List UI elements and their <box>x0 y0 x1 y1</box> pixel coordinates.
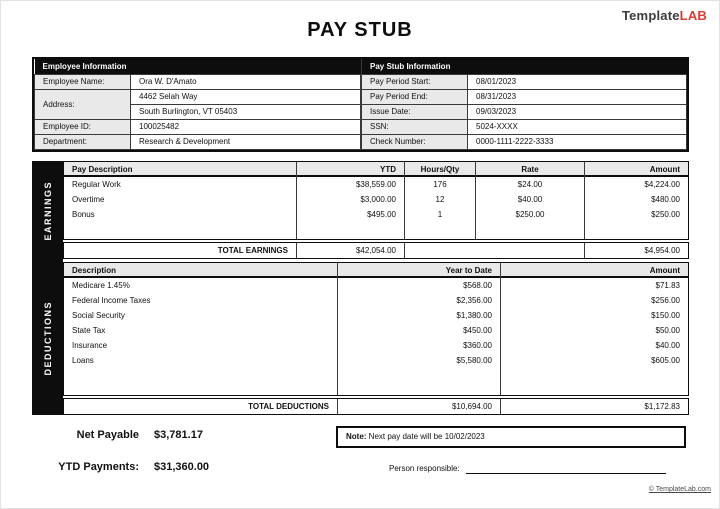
net-payable-value: $3,781.17 <box>154 429 203 441</box>
deduction-row-desc: Loans <box>72 356 94 365</box>
deductions-col-amount <box>501 263 688 395</box>
department-value: Research & Development <box>131 134 361 149</box>
earnings-header-amount: Amount <box>585 162 688 177</box>
deduction-row-amount: $256.00 <box>651 296 680 305</box>
check-number-value: 0000-1111-2222-3333 <box>468 134 687 149</box>
address-label: Address: <box>35 89 131 119</box>
earnings-deductions-block <box>32 161 689 415</box>
earnings-row-ytd: $495.00 <box>367 210 396 219</box>
earnings-side-label: EARNINGS <box>42 181 53 241</box>
page-title: PAY STUB <box>307 19 413 41</box>
person-responsible-label: Person responsible: <box>389 464 460 473</box>
copyright-link[interactable]: © TemplateLab.com <box>648 486 711 493</box>
earnings-row-desc: Bonus <box>72 210 95 219</box>
pay-period-start-label: Pay Period Start: <box>362 74 468 89</box>
earnings-row-amount: $4,224.00 <box>644 180 680 189</box>
ytd-payments-line <box>41 461 209 473</box>
earnings-header-hours: Hours/Qty <box>405 162 475 177</box>
earnings-row-ytd: $38,559.00 <box>355 180 396 189</box>
earnings-row-desc: Regular Work <box>72 180 121 189</box>
note-text: Next pay date will be 10/02/2023 <box>366 432 485 441</box>
pay-period-end-label: Pay Period End: <box>362 89 468 104</box>
total-earnings-amount: $4,954.00 <box>644 246 680 255</box>
earnings-row-hours: 1 <box>437 210 443 219</box>
deduction-row-desc: Social Security <box>72 311 125 320</box>
deductions-col-description <box>64 263 338 395</box>
earnings-header-rate: Rate <box>476 162 584 177</box>
earnings-header-ytd: YTD <box>297 162 404 177</box>
issue-date-value: 09/03/2023 <box>468 104 687 119</box>
earnings-col-description <box>64 162 297 239</box>
deduction-row-ytd: $2,356.00 <box>456 296 492 305</box>
total-deductions-amount: $1,172.83 <box>644 402 680 411</box>
address-line2: South Burlington, VT 05403 <box>131 104 361 119</box>
earnings-row-hours: 12 <box>435 195 445 204</box>
info-tables <box>32 57 689 152</box>
total-deductions-label: TOTAL DEDUCTIONS <box>64 399 338 414</box>
employee-name-value: Ora W. D'Amato <box>131 74 361 89</box>
person-responsible-line <box>389 464 666 474</box>
pay-period-end-value: 08/31/2023 <box>468 89 687 104</box>
earnings-table <box>63 161 689 240</box>
total-deductions-row <box>63 398 689 415</box>
earnings-row-rate: $24.00 <box>517 180 543 189</box>
deduction-row-amount: $150.00 <box>651 311 680 320</box>
employee-name-label: Employee Name: <box>35 74 131 89</box>
earnings-row-desc: Overtime <box>72 195 105 204</box>
earnings-col-rate <box>476 162 585 239</box>
deduction-row-amount: $50.00 <box>655 326 680 335</box>
earnings-row-rate: $250.00 <box>515 210 545 219</box>
deductions-header-ytd: Year to Date <box>338 263 500 278</box>
earnings-row-ytd: $3,000.00 <box>360 195 396 204</box>
ssn-value: 5024-XXXX <box>468 119 687 134</box>
deduction-row-desc: State Tax <box>72 326 106 335</box>
deduction-row-ytd: $450.00 <box>463 326 492 335</box>
logo-text-template: Template <box>621 8 680 23</box>
deductions-header-amount: Amount <box>501 263 688 278</box>
deduction-row-desc: Insurance <box>72 341 108 350</box>
deduction-row-ytd: $568.00 <box>463 281 492 290</box>
earnings-row-rate: $40.00 <box>517 195 543 204</box>
deduction-row-amount: $71.83 <box>655 281 680 290</box>
earnings-col-amount <box>585 162 688 239</box>
deduction-row-desc: Medicare 1.45% <box>72 281 130 290</box>
paystub-info-table <box>361 59 687 150</box>
deductions-header-description: Description <box>64 263 337 278</box>
address-line1: 4462 Selah Way <box>131 89 361 104</box>
earnings-row-hours: 176 <box>433 180 447 189</box>
deduction-row-ytd: $1,380.00 <box>456 311 492 320</box>
deduction-row-ytd: $5,580.00 <box>456 356 492 365</box>
earnings-row-amount: $250.00 <box>651 210 680 219</box>
total-earnings-row <box>63 242 689 259</box>
note-label: Note: <box>346 432 367 441</box>
total-earnings-label: TOTAL EARNINGS <box>64 243 297 258</box>
paystub-info-header: Pay Stub Information <box>362 59 687 74</box>
ssn-label: SSN: <box>362 119 468 134</box>
issue-date-label: Issue Date: <box>362 104 468 119</box>
earnings-col-ytd <box>297 162 405 239</box>
total-deductions-ytd: $10,694.00 <box>338 399 501 414</box>
net-payable-line <box>41 429 203 441</box>
pay-period-start-value: 08/01/2023 <box>468 74 687 89</box>
net-payable-label: Net Payable <box>76 429 139 441</box>
ytd-payments-value: $31,360.00 <box>154 461 210 473</box>
deduction-row-amount: $40.00 <box>655 341 680 350</box>
earnings-row-amount: $480.00 <box>651 195 680 204</box>
employee-id-label: Employee ID: <box>35 119 131 134</box>
earnings-col-hours <box>405 162 476 239</box>
total-earnings-spacer <box>405 243 585 258</box>
deductions-side-label: DEDUCTIONS <box>42 300 53 376</box>
check-number-label: Check Number: <box>362 134 468 149</box>
logo-text-lab: LAB <box>679 8 707 23</box>
deduction-row-amount: $605.00 <box>651 356 680 365</box>
person-responsible-signature-line <box>466 464 666 474</box>
note-box <box>336 426 686 448</box>
employee-info-header: Employee Information <box>35 59 361 74</box>
earnings-header-description: Pay Description <box>64 162 296 177</box>
employee-info-table <box>34 59 361 150</box>
deduction-row-ytd: $360.00 <box>463 341 492 350</box>
deductions-col-ytd <box>338 263 501 395</box>
tables-column <box>63 161 689 415</box>
section-sidebar <box>32 161 63 415</box>
employee-id-value: 100025482 <box>131 119 361 134</box>
deductions-table <box>63 262 689 396</box>
total-earnings-ytd: $42,054.00 <box>297 243 405 258</box>
ytd-payments-label: YTD Payments: <box>58 461 139 473</box>
deduction-row-desc: Federal Income Taxes <box>72 296 151 305</box>
department-label: Department: <box>35 134 131 149</box>
